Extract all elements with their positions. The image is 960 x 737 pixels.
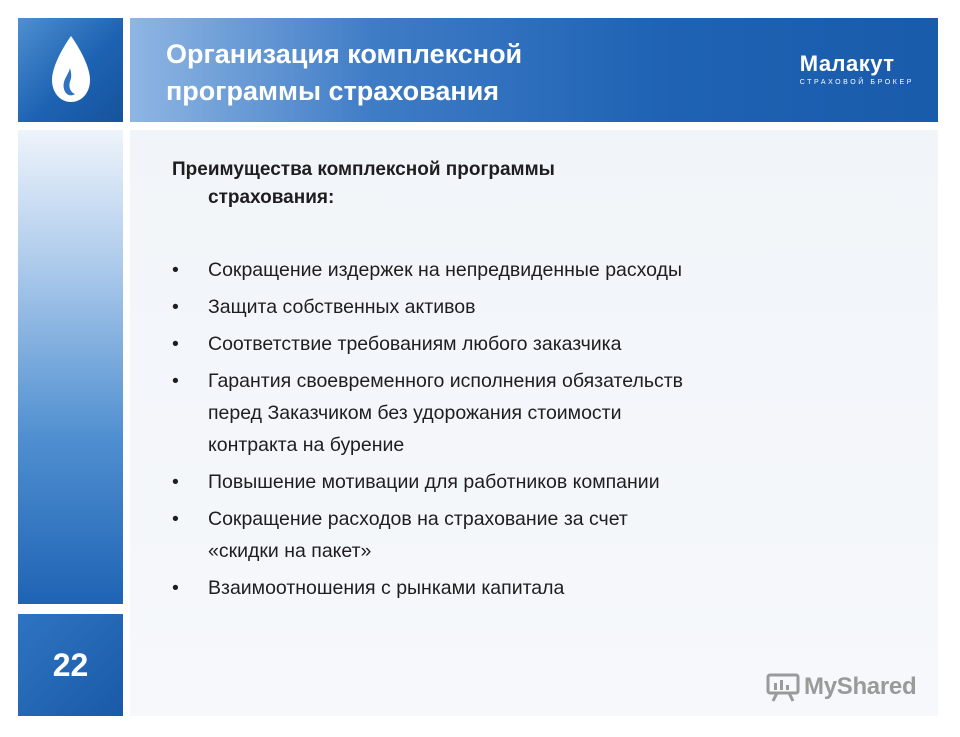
list-item-line: Защита собственных активов (208, 296, 476, 318)
slide-title-line: программы страхования (166, 76, 500, 106)
flame-logo-tile (18, 18, 123, 122)
list-item (172, 503, 852, 567)
list-item (172, 254, 852, 286)
watermark-text: MyShared (804, 673, 917, 700)
bullet-icon: • (172, 577, 179, 599)
list-item-line: «скидки на пакет» (208, 540, 372, 562)
bullet-icon: • (172, 370, 179, 392)
bullet-icon: • (172, 333, 179, 355)
content-heading-line: Преимущества комплексной программы (172, 159, 555, 180)
page-number: 22 (52, 646, 89, 683)
list-item (172, 365, 852, 461)
side-decor-bar (18, 130, 123, 604)
brand-logo (800, 52, 914, 89)
content-heading-line: страхования: (208, 187, 335, 208)
list-item (172, 466, 852, 498)
page-number-tile (18, 614, 123, 716)
list-item-line: перед Заказчиком без удорожания стоимости (208, 402, 622, 424)
brand-name: Малакут (799, 51, 895, 76)
list-item-line: Повышение мотивации для работников компании (208, 471, 660, 493)
list-item-line: Соответствие требованиям любого заказчика (208, 333, 622, 355)
myshared-watermark (766, 672, 916, 702)
content-panel (130, 130, 938, 716)
header-band (130, 18, 938, 122)
list-item-line: Сокращение расходов на страхование за счет (208, 508, 628, 530)
slide-title-line: Организация комплексной (166, 39, 523, 69)
benefit-list (172, 254, 852, 609)
slide-title (166, 36, 522, 110)
list-item (172, 291, 852, 323)
bullet-icon: • (172, 296, 179, 318)
bullet-icon: • (172, 471, 179, 493)
content-heading (172, 156, 732, 212)
list-item-line: Гарантия своевременного исполнения обязательств (208, 370, 684, 392)
brand-tagline: СТРАХОВОЙ БРОКЕР (799, 79, 914, 86)
list-item (172, 572, 852, 604)
list-item-line: контракта на бурение (208, 434, 405, 456)
bullet-icon: • (172, 508, 179, 530)
flame-drop-icon (46, 34, 96, 106)
presentation-board-icon (766, 672, 800, 702)
list-item-line: Взаимоотношения с рынками капитала (208, 577, 565, 599)
list-item (172, 328, 852, 360)
bullet-icon: • (172, 259, 179, 281)
list-item-line: Сокращение издержек на непредвиденные расходы (208, 259, 682, 281)
